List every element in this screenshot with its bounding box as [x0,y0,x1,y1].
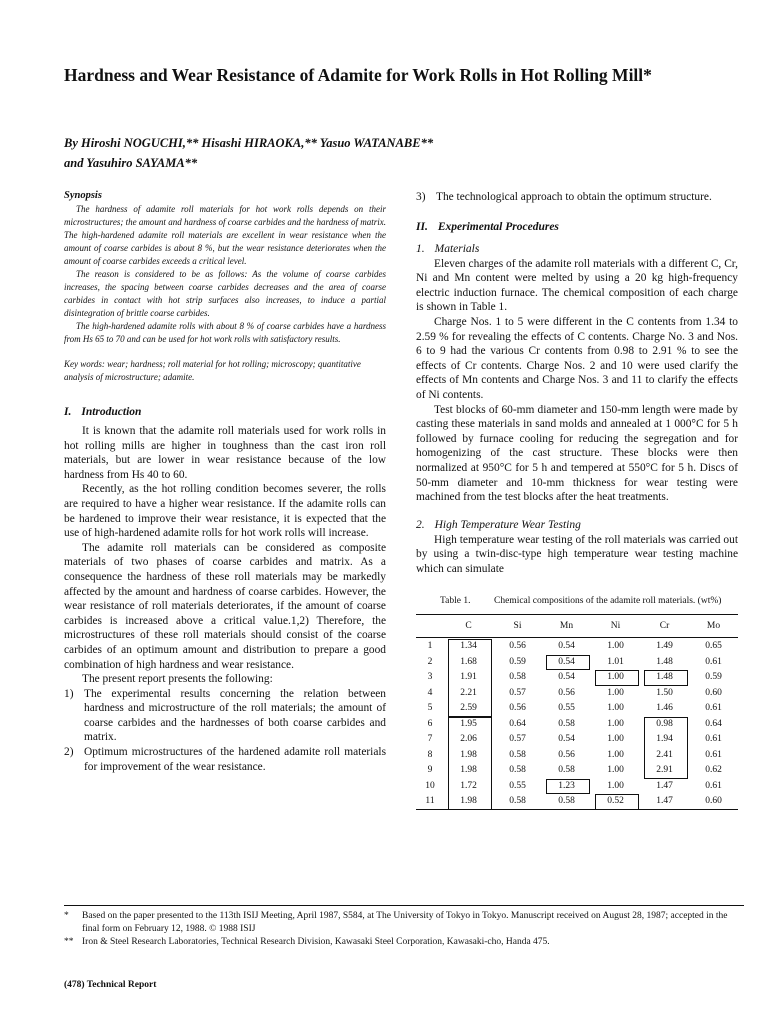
table-cell: 0.54 [558,672,575,683]
list-number: 1) [64,687,74,700]
section-number: I. [64,406,72,418]
table-cell: 1.94 [656,734,673,745]
charge-number-cell: 8 [427,749,433,760]
keywords-value: wear; hardness; roll material for hot rolling; microscopy; quantitative analysis of microstructure; adamite. [64,359,361,382]
right-column [416,190,738,810]
table-cell: 1.00 [607,672,624,683]
table-cell: 0.58 [493,793,542,809]
table-cell: 0.61 [705,749,722,760]
list-text: The experimental results concerning the relation between hardness and microstructure of the roll materials; the amount of coarse carbides and the hardnesses of both coarse carbides and matrix. [84,687,386,744]
table-cell: 0.98 [656,718,673,729]
section-number: II. [416,220,428,233]
synopsis-paragraph-1: The hardness of adamite roll materials for hot work rolls depends on their microstructures; the amount and hardness of coarse carbides and the hardness of matrix. The high-hardened adamite roll materials are excellent in wear resistance when the amount of coarse carbides is about 8 %, but the wear resistance deteriorates when the amount of coarse carbides exceeds a critical level. [64,204,386,266]
section-title: Experimental Procedures [437,220,559,233]
table-cell: 0.61 [705,656,722,667]
table-cell: 0.58 [558,718,575,729]
table-cell: 1.00 [607,749,624,760]
list-number: 3) [416,191,426,203]
table-cell: 1.00 [607,780,624,791]
highlight-box [644,717,688,779]
highlight-box [448,717,492,811]
footnote-marker: * [64,911,69,921]
table-cell: 1.00 [607,703,624,714]
subsection-number: 1. [416,242,425,255]
synopsis-heading: Synopsis [64,190,102,201]
charge-number-cell: 4 [427,687,433,698]
page-footer: (478) Technical Report [64,980,157,990]
table-cell: 0.52 [591,793,640,809]
synopsis-paragraph-3: The high-hardened adamite rolls with about 8 % of coarse carbides have a hardness from Hs 65 to 70 and can be used for hot work rolls with satisfactory results. [64,321,386,344]
table-cell: 0.59 [509,656,526,667]
table-cell: 1.68 [460,656,477,667]
table-cell: 0.56 [509,641,526,652]
table-cell: 0.57 [509,687,526,698]
charge-number-cell: 6 [427,718,433,729]
subsection-heading-materials [416,243,738,255]
table-cell: 0.59 [705,672,722,683]
section-title: Introduction [81,406,142,418]
table-cell: 0.58 [558,765,575,776]
table-cell: 0.62 [705,765,722,776]
intro-paragraph-3: The adamite roll materials can be considered as composite materials of two phases of coarse carbides and matrix. As a consequence the hardness of these roll materials may be markedly affected by the amount and hardness of coarse carbides. However, the wear resistance of roll materials deteriorates, if the amount of coarse carbides is increased above a critical value.1,2) Therefore, the microstructures of these roll materials should consist of the coarse carbides of an optimum amount and distribution to prepare a good combination of high hardness and wear resistance. [64,541,386,671]
highlight-box [448,639,492,717]
table-cell: 0.54 [558,656,575,667]
table-cell: 2.06 [460,734,477,745]
table-cell: 0.58 [542,793,591,809]
table-cell: 1.34 [460,641,477,652]
table-cell: 1.98 [444,793,493,809]
table-cell: 1.00 [607,641,624,652]
footnote-text: Iron & Steel Research Laboratories, Technical Research Division, Kawasaki Steel Corporation, Kawasaki-cho, Handa 475. [82,937,550,947]
table-cell: 1.49 [656,641,673,652]
table-caption-text: Chemical compositions of the adamite roll materials. (wt%) [494,596,722,607]
charge-number-cell: 9 [427,765,433,776]
highlight-box [644,670,688,686]
table-cell: 0.60 [705,687,722,698]
table-cell: 2.91 [656,765,673,776]
table-cell: 1.00 [607,718,624,729]
table-cell: 0.64 [509,718,526,729]
materials-paragraph-2: Charge Nos. 1 to 5 were different in the C contents from 1.34 to 2.59 % for revealing the effects of C contents. Charge No. 3 and Nos. 6 to 9 had the various Cr contents from 0.98 to 2.91 % to see the effects of Cr contents. Charge Nos. 2 and 10 were used clarify the effects of Mn contents and Charge Nos. 3 and 11 to clarify the effects of Ni contents. [416,315,738,401]
list-text: The technological approach to obtain the optimum structure. [436,191,712,203]
author-list [64,133,704,173]
table-cell: 0.60 [689,793,738,809]
table-cell: 1.46 [656,703,673,714]
keywords-label: Key words: [64,359,105,369]
table-cell: 1.72 [460,780,477,791]
table-cell: 2.41 [656,749,673,760]
table-cell: 1.00 [607,734,624,745]
paper-title: Hardness and Wear Resistance of Adamite for Work Rolls in Hot Rolling Mill* [64,65,652,85]
table-cell: 1.95 [460,718,477,729]
charge-number-cell: 11 [416,793,444,809]
table-cell: 0.64 [705,718,722,729]
table-cell: 0.56 [558,687,575,698]
table-cell: 0.61 [705,780,722,791]
table-cell: 0.58 [509,765,526,776]
subsection-number: 2. [416,518,425,531]
subsection-title: Materials [434,242,480,255]
materials-paragraph-3: Test blocks of 60-mm diameter and 150-mm length were made by casting these materials in sand molds and annealed at 1 000°C for 5 h followed by furnace cooling for reducing the segregation and for homogenizing of the cast structure. These blocks were then normalized at 950°C for 5 h and tempered at 550°C for 5 h. Discs of 50-mm diameter and 10-mm thickness for wear testing were machined from the test blocks after the heat treatments. [416,403,738,504]
table-header-cell: C [444,615,493,638]
table-cell: 1.01 [607,656,624,667]
table-cell: 1.47 [656,780,673,791]
footnote-marker: ** [64,937,74,947]
table-cell: 1.00 [607,687,624,698]
footnotes [64,910,744,949]
intro-list-item-3 [416,190,738,205]
footnote-1 [64,910,744,936]
table-cell: 0.56 [558,749,575,760]
table-cell: 0.55 [558,703,575,714]
table-cell: 0.58 [509,672,526,683]
footnote-text: Based on the paper presented to the 113th ISIJ Meeting, April 1987, S584, at The University of Tokyo in Tokyo. Manuscript received on August 28, 1987; accepted in the final form on February 12, 1988. © 1988 ISIJ [82,911,728,934]
charge-number-cell: 3 [427,672,433,683]
table-label: Table 1. [440,596,471,607]
wear-testing-paragraph-1: High temperature wear testing of the roll materials was carried out by using a twin-disc-type high temperature wear testing machine which can simulate [416,533,738,575]
table-1-caption [416,594,738,608]
table-cell: 1.98 [460,765,477,776]
intro-paragraph-2: Recently, as the hot rolling condition becomes severer, the rolls are required to have a higher wear resistance. If the adamite rolls can be hardened to improve their wear resistance, it is expected that the use of high-hardened adamite rolls for hot work rolls will increase. [64,483,386,540]
footnote-2 [64,936,744,949]
charge-number-cell: 2 [427,656,433,667]
highlight-box [595,794,639,810]
table-cell: 0.54 [558,641,575,652]
charge-number-cell: 5 [427,703,433,714]
table-cell: 1.23 [558,780,575,791]
section-heading-experimental [416,221,738,233]
table-cell: 0.54 [558,734,575,745]
authors-line-1: By Hiroshi NOGUCHI,** Hisashi HIRAOKA,** Yasuo WATANABE** [64,136,434,150]
table-header-cell: Mn [542,615,591,638]
charge-number-cell: 1 [427,641,433,652]
materials-paragraph-1: Eleven charges of the adamite roll materials with a different C, Cr, Ni and Mn content were melted by using a 20 kg high-frequency electric induction furnace. The chemical composition of each charge is shown in Table 1. [416,257,738,314]
table-cell: 1.91 [460,672,477,683]
list-text: Optimum microstructures of the hardened adamite roll materials for improvement of the wear resistance. [84,746,386,773]
table-cell: 2.21 [460,687,477,698]
table-header-cell: Mo [689,615,738,638]
intro-list-item-1 [64,687,386,745]
table-cell: 0.61 [705,734,722,745]
table-cell: 0.58 [509,749,526,760]
section-heading-introduction [64,406,386,418]
table-cell: 1.00 [607,765,624,776]
highlight-box [595,670,639,686]
footnote-divider [64,905,744,906]
intro-paragraph-1: It is known that the adamite roll materials used for work rolls in hot rolling mills are higher in toughness than the cast iron roll materials, but are lower in wear resistance because of the low hardness from Hs 40 to 60. [64,425,386,481]
table-header-row [416,615,738,638]
table-cell: 0.57 [509,734,526,745]
table-cell: 0.56 [509,703,526,714]
table-cell: 0.61 [705,703,722,714]
intro-list-item-2 [64,745,386,774]
authors-line-2: and Yasuhiro SAYAMA** [64,156,198,170]
subsection-title: High Temperature Wear Testing [434,518,581,531]
table-header-cell [416,615,444,638]
keywords [64,358,386,384]
list-number: 2) [64,746,74,759]
charge-number-cell: 7 [427,734,433,745]
subsection-heading-wear-testing [416,519,738,531]
intro-paragraph-4: The present report presents the following: [82,673,273,686]
table-header-cell: Ni [591,615,640,638]
left-column [64,190,386,774]
table-cell: 2.59 [460,703,477,714]
charge-number-cell: 10 [425,780,435,791]
table-header-cell: Cr [640,615,689,638]
highlight-box [546,655,590,671]
table-cell: 1.48 [656,656,673,667]
table-cell: 1.50 [656,687,673,698]
table-cell: 1.48 [656,672,673,683]
table-cell: 0.55 [509,780,526,791]
table-header-cell: Si [493,615,542,638]
table-cell: 1.98 [460,749,477,760]
highlight-box [546,779,590,795]
table-cell: 0.65 [705,641,722,652]
table-cell: 1.47 [640,793,689,809]
synopsis-paragraph-2: The reason is considered to be as follows: As the volume of coarse carbides increases, the spacing between coarse carbides decreases and the area of coarse carbides in contact with hot strip surfaces also increases, to induce a partial disintegration of brittle coarse carbides. [64,269,386,318]
table-1-wrapper [416,614,738,810]
